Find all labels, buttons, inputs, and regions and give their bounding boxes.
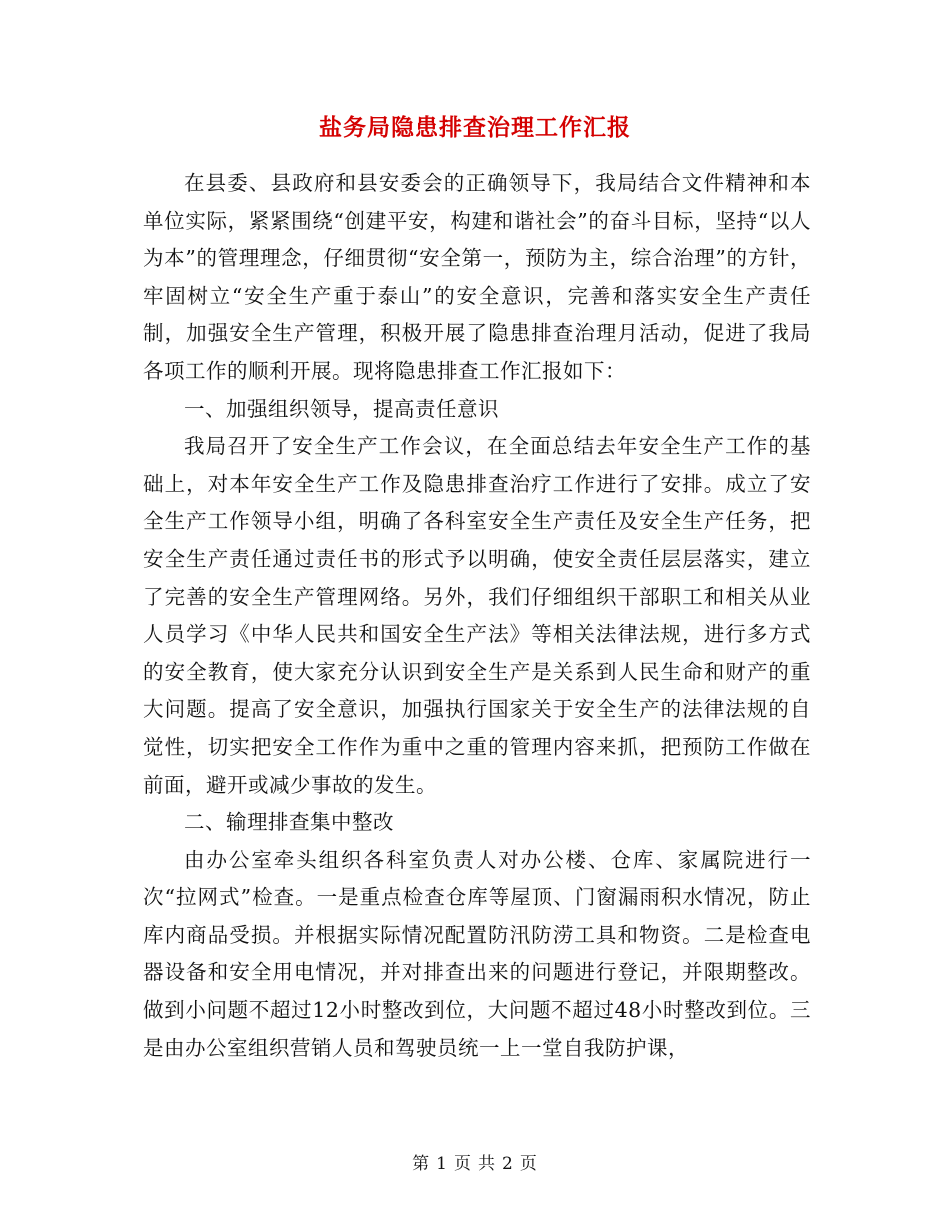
- section-2-paragraph: 由办公室牵头组织各科室负责人对办公楼、仓库、家属院进行一次“拉网式”检查。一是重点检查仓库等屋顶、门窗漏雨积水情况，防止库内商品受损。并根据实际情况配置防汛防涝工具和物资。二是检查电器设备和安全用电情况，并对排查出来的问题进行登记，并限期整改。做到小问题不超过12小时整改到位，大问题不超过48小时整改到位。三是由办公室组织营销人员和驾驶员统一上一堂自我防护课，: [143, 847, 811, 1060]
- footer-total-pages: 2: [502, 1154, 514, 1174]
- section-heading-2: 二、输理排查集中整改: [184, 810, 394, 835]
- section-heading-1: 一、加强组织领导，提高责任意识: [184, 396, 499, 421]
- footer-page-word: 页: [454, 1154, 472, 1174]
- footer-prefix: 第: [412, 1154, 431, 1174]
- footer-total-word: 共: [478, 1154, 496, 1174]
- intro-paragraph: 在县委、县政府和县安委会的正确领导下，我局结合文件精神和本单位实际，紧紧围绕“创建平安，构建和谐社会”的奋斗目标，坚持“以人为本”的管理理念，仔细贯彻“安全第一，预防为主，综合治理”的方针，牢固树立“安全生产重于泰山”的安全意识，完善和落实安全生产责任制，加强安全生产管理，积极开展了隐患排查治理月活动，促进了我局各项工作的顺利开展。现将隐患排查工作汇报如下：: [143, 171, 811, 383]
- page-footer: [0, 1152, 950, 1176]
- document-title: 盐务局隐患排查治理工作汇报: [319, 114, 631, 141]
- document-body: [143, 165, 811, 1067]
- footer-current-page: 1: [436, 1154, 448, 1174]
- section-1-paragraph: 我局召开了安全生产工作会议，在全面总结去年安全生产工作的基础上，对本年安全生产工作及隐患排查治疗工作进行了安排。成立了安全生产工作领导小组，明确了各科室安全生产责任及安全生产任务，把安全生产责任通过责任书的形式予以明确，使安全责任层层落实，建立了完善的安全生产管理网络。另外，我们仔细组织干部职工和相关从业人员学习《中华人民共和国安全生产法》等相关法律法规，进行多方式的安全教育，使大家充分认识到安全生产是关系到人民生命和财产的重大问题。提高了安全意识，加强执行国家关于安全生产的法律法规的自觉性，切实把安全工作作为重中之重的管理内容来抓，把预防工作做在前面，避开或减少事故的发生。: [143, 434, 811, 797]
- footer-suffix: 页: [519, 1154, 538, 1174]
